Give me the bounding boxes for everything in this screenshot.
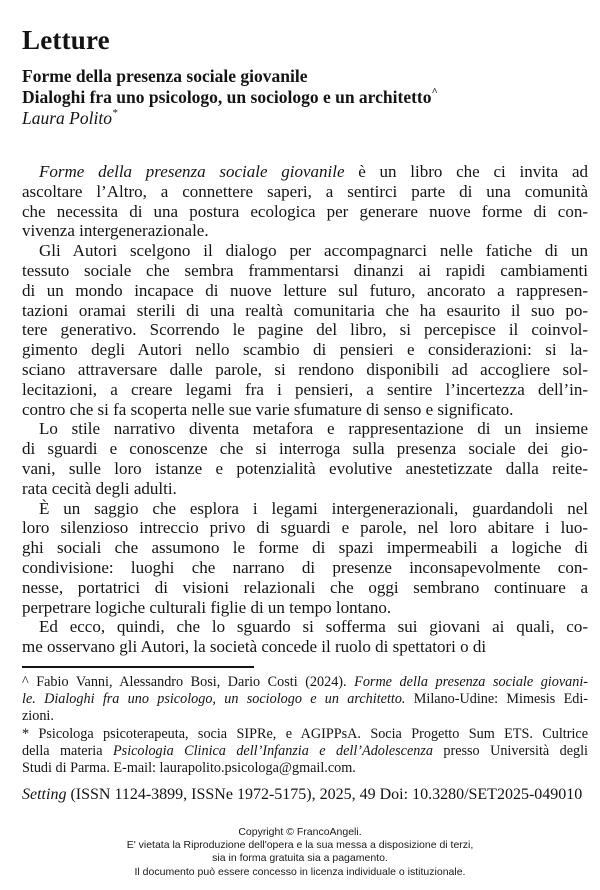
copyright-line: E' vietata la Riproduzione dell'opera e la sua messa a disposizione di terzi, bbox=[126, 839, 474, 852]
text-line: Ed ecco, quindi, che lo sguardo si sofferma sui giovani ai quali, co- bbox=[39, 617, 588, 637]
copyright-line: Copyright © FrancoAngeli. bbox=[238, 826, 362, 838]
text-line: tere generativo. Scorrendo le pagine del libro, si percepisce il coinvol- bbox=[22, 320, 588, 340]
text-line: loro silenzioso intreccio privo di sguardi e parole, nel loro abitare i luo- bbox=[22, 518, 588, 538]
article-title-line2 bbox=[22, 87, 588, 108]
footnote-rule bbox=[22, 666, 254, 668]
text-line: di sguardi e conoscenze che si interroga sulla presenza sociale dei gio- bbox=[22, 439, 588, 459]
footnote-item bbox=[22, 674, 588, 726]
footnote-marker-asterisk: * bbox=[111, 107, 118, 120]
text-line: Lo stile narrativo diventa metafora e rappresentazione di un insieme bbox=[39, 419, 588, 439]
author-name bbox=[22, 108, 588, 129]
article-subtitle-text: Dialoghi fra uno psicologo, un sociologo e un architetto bbox=[22, 87, 432, 107]
text-line: Gli Autori scelgono il dialogo per accompagnarci nelle fatiche di un bbox=[39, 241, 588, 261]
text-line: zioni. bbox=[22, 708, 54, 725]
text-line: tazioni oramai sterili di una realtà comunitaria che ha esaurito il suo po- bbox=[22, 300, 588, 320]
copyright-line: sia in forma gratuita sia a pagamento. bbox=[212, 852, 388, 865]
text-line: di un mondo incapace di nuove letture sul futuro, ancorato a rappresen- bbox=[22, 280, 588, 300]
text-line: che necessita di una postura ecologica per generare nuove forme di con- bbox=[22, 201, 588, 221]
page-title: Letture bbox=[22, 25, 110, 56]
text-line: ascoltare l’Altro, a connettere saperi, a sentirci parte di una comunità bbox=[22, 181, 588, 201]
text-line: ghi sociali che assumono le forme di spazi impermeabili a logiche di bbox=[22, 538, 588, 558]
footnotes-block bbox=[22, 674, 588, 777]
text-line: ^ Fabio Vanni, Alessandro Bosi, Dario Costi (2024). Forme della presenza sociale giovani- bbox=[22, 674, 588, 690]
body-paragraph bbox=[22, 162, 588, 241]
copyright-line: Il documento può essere concesso in licenza individuale o istituzionale. bbox=[134, 865, 466, 878]
copyright-block bbox=[0, 826, 600, 879]
text-line: contro che si fa scoperta nelle sue varie sfumature di senso e significato. bbox=[22, 399, 514, 419]
text-line: gimento degli Autori nello scambio di pensieri e considerazioni: si la- bbox=[22, 340, 588, 360]
text-line: È un saggio che esplora i legami intergenerazionali, guardandoli nel bbox=[39, 498, 588, 518]
text-line: lecitazioni, a creare legami fra i pensieri, a sentire l’incertezza dell’in- bbox=[22, 379, 588, 399]
body-paragraph bbox=[22, 499, 588, 618]
text-line: * Psicologa psicoterapeuta, socia SIPRe, e AGIPPsA. Socia Progetto Sum ETS. Cultrice bbox=[22, 725, 588, 742]
text-line: della materia Psicologia Clinica dell’Infanzia e dell’Adolescenza presso Università degli bbox=[22, 742, 588, 759]
footnote-item bbox=[22, 726, 588, 778]
body-paragraph bbox=[22, 419, 588, 498]
text-line: le. Dialoghi fra uno psicologo, un sociologo e un architetto. Milano-Udine: Mimesis Edi- bbox=[22, 691, 588, 708]
text-line: sciano attraversare dalle parole, si rendono disponibili ad accogliere sol- bbox=[22, 359, 588, 379]
article-title-line1: Forme della presenza sociale giovanile bbox=[22, 66, 308, 86]
text-line: vivenza intergenerazionale. bbox=[22, 221, 209, 241]
body-paragraph bbox=[22, 241, 588, 419]
text-line: tessuto sociale che sembra frammentarsi dinanzi ai rapidi cambiamenti bbox=[22, 260, 588, 280]
text-line: nesse, portatrici di visioni relazionali che oggi sembrano continuare a bbox=[22, 577, 588, 597]
text-line: Forme della presenza sociale giovanile è un libro che ci invita ad bbox=[39, 162, 588, 181]
text-line: perpetrare logiche culturali figlie di un tempo lontano. bbox=[22, 597, 392, 617]
text-line: rata cecità degli adulti. bbox=[22, 478, 177, 498]
text-line: condivisione: luoghi che narrano di presenze inconsapevolmente con- bbox=[22, 557, 588, 577]
body-paragraph bbox=[22, 617, 588, 657]
text-line: vani, sulle loro istanze e potenzialità evolutive anestetizzate dalla reite- bbox=[22, 458, 588, 478]
journal-issn-doi-line: Setting (ISSN 1124-3899, ISSNe 1972-5175), 2025, 49 Doi: 10.3280/SET2025-049010 bbox=[22, 786, 583, 803]
article-header bbox=[22, 66, 588, 129]
footnote-marker-caret: ^ bbox=[431, 86, 438, 99]
article-body bbox=[22, 162, 588, 657]
text-line: me osservano gli Autori, la società concede il ruolo di spettatori o di bbox=[22, 637, 487, 657]
author-name-text: Laura Polito bbox=[22, 108, 112, 128]
text-line: Studi di Parma. E-mail: laurapolito.psicologa@gmail.com. bbox=[22, 760, 356, 777]
